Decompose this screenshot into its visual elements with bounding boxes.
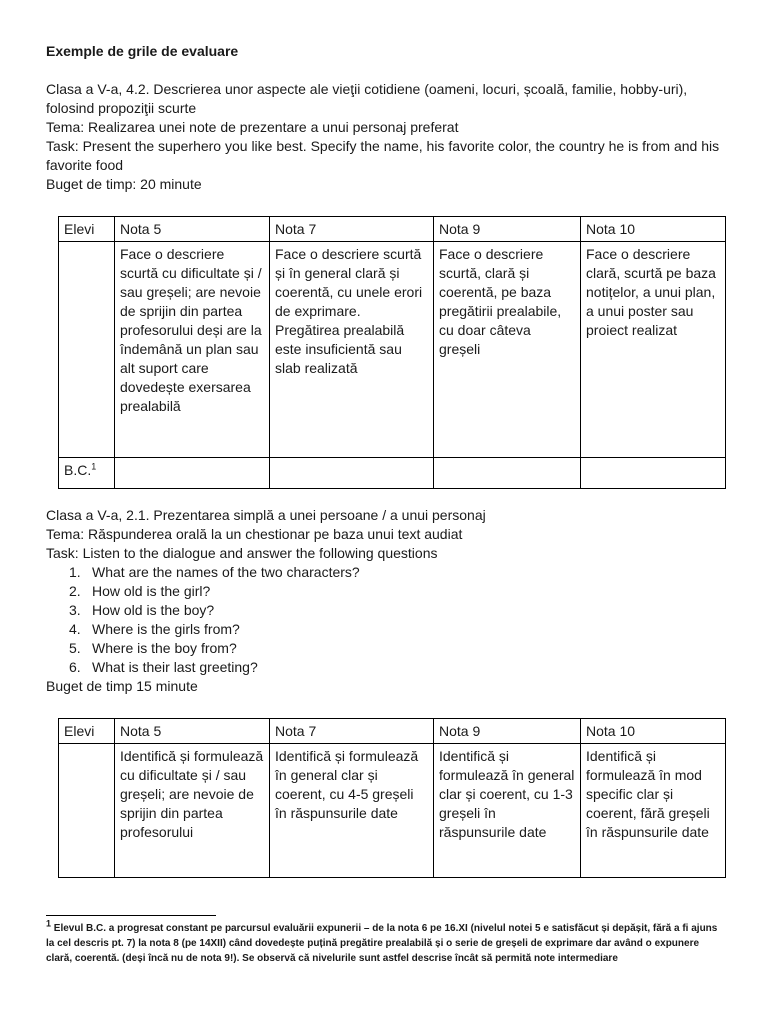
section2-line: Clasa a V-a, 2.1. Prezentarea simplă a unei persoane / a unui personaj [46, 507, 486, 523]
list-item: 4. Where is the girls from? [69, 621, 240, 637]
descriptor-row [59, 242, 726, 458]
footnote [46, 918, 726, 966]
footnote-separator [46, 915, 216, 916]
section2-line: Tema: Răspunderea orală la un chestionar pe baza unui text audiat [46, 526, 463, 542]
header-cell: Elevi [59, 217, 115, 242]
footnote-text: Elevul B.C. a progresat constant pe parcursul evaluării expunerii – de la nota 6 pe 16.XI (nivelul notei 5 e satisfăcut și depășit, fără a fi ajuns la cel descris pt. 7) la nota 8 (pe 14XII) când dovedește puțină pregătire prealabilă și o serie de greșeli de exprimare dar având o expunere clară, coerentă. (deși încă nu de nota 9!). Se observă că nivelurile sunt astfel descrise încât să permită note intermediare [46, 923, 718, 964]
section1-line: Clasa a V-a, 4.2. Descrierea unor aspecte ale vieţii cotidiene (oameni, locuri, școală, familie, hobby-uri), folosind propoziţii scurte [46, 81, 688, 116]
section1-line: Tema: Realizarea unei note de prezentare a unui personaj preferat [46, 119, 459, 135]
header-cell: Elevi [59, 719, 115, 744]
student-row [59, 458, 726, 489]
list-item: 5. Where is the boy from? [69, 640, 237, 656]
table-header-row [59, 217, 726, 242]
grade-cell [270, 458, 434, 489]
time-budget: Buget de timp 15 minute [46, 678, 198, 694]
section2-intro [46, 506, 726, 696]
list-item: 1. What are the names of the two characters? [69, 564, 360, 580]
descriptor-cell: Identifică și formulează cu dificultate și / sau greșeli; are nevoie de sprijin din partea profesorului [115, 744, 270, 878]
document-title: Exemple de grile de evaluare [46, 43, 239, 59]
descriptor-cell: Face o descriere scurtă, clară și coerentă, pe baza pregătirii prealabile, cu doar câteva greșeli [434, 242, 581, 458]
header-cell: Nota 7 [270, 217, 434, 242]
descriptor-cell [59, 744, 115, 878]
section1-line: Task: Present the superhero you like best. Specify the name, his favorite color, the country he is from and his favorite food [46, 138, 720, 173]
footnote-ref[interactable]: 1 [91, 461, 97, 472]
descriptor-cell: Face o descriere clară, scurtă pe baza notițelor, a unui plan, a unui poster sau proiect realizat [581, 242, 726, 458]
evaluation-table-1 [58, 216, 726, 489]
section2-line: Task: Listen to the dialogue and answer the following questions [46, 545, 438, 561]
descriptor-cell: Identifică și formulează în general clar și coerent, cu 4-5 greșeli în răspunsurile date [270, 744, 434, 878]
table-header-row [59, 719, 726, 744]
header-cell: Nota 5 [115, 217, 270, 242]
header-cell: Nota 10 [581, 217, 726, 242]
section1-line: Buget de timp: 20 minute [46, 176, 202, 192]
list-item: 3. How old is the boy? [69, 602, 215, 618]
grade-cell [581, 458, 726, 489]
header-cell: Nota 9 [434, 719, 581, 744]
list-item: 6. What is their last greeting? [69, 659, 258, 675]
question-list [46, 563, 726, 677]
evaluation-table-2 [58, 718, 726, 878]
descriptor-cell: Face o descriere scurtă cu dificultate și / sau greșeli; are nevoie de sprijin din partea profesorului deși are la îndemână un plan sau alt suport care dovedește exersarea prealabilă [115, 242, 270, 458]
grade-cell [434, 458, 581, 489]
student-name: B.C. [64, 462, 92, 478]
student-cell [59, 458, 115, 489]
header-cell: Nota 10 [581, 719, 726, 744]
header-cell: Nota 9 [434, 217, 581, 242]
header-cell: Nota 7 [270, 719, 434, 744]
descriptor-row [59, 744, 726, 878]
list-item: 2. How old is the girl? [69, 583, 211, 599]
header-cell: Nota 5 [115, 719, 270, 744]
footnote-mark: 1 [46, 918, 52, 929]
descriptor-cell: Identifică și formulează în mod specific clar și coerent, fără greșeli în răspunsurile date [581, 744, 726, 878]
grade-cell [115, 458, 270, 489]
descriptor-cell [59, 242, 115, 458]
section1-intro [46, 80, 726, 194]
descriptor-cell: Identifică și formulează în general clar și coerent, cu 1-3 greșeli în răspunsurile date [434, 744, 581, 878]
descriptor-cell: Face o descriere scurtă și în general clară și coerentă, cu unele erori de exprimare. Pregătirea prealabilă este insuficientă sau slab realizată [270, 242, 434, 458]
